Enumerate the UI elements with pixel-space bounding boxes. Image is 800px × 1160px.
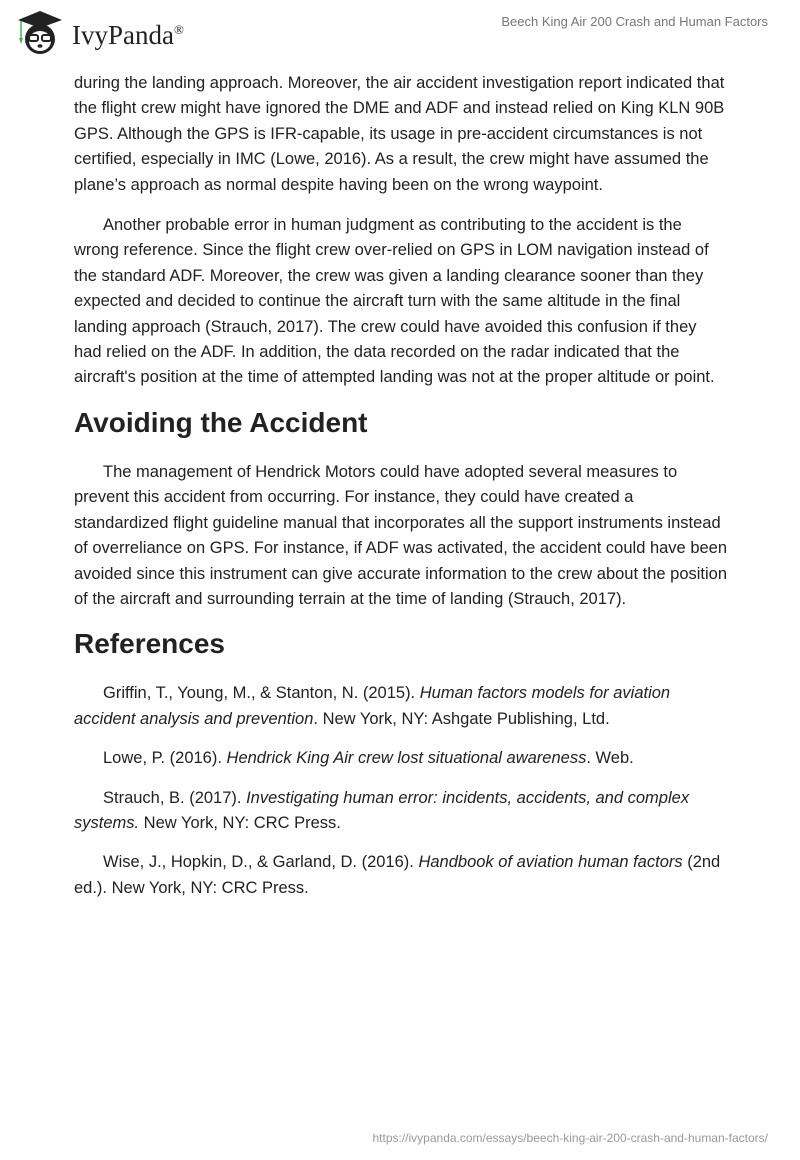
reference-publisher: . New York, NY: Ashgate Publishing, Ltd. xyxy=(313,709,610,728)
reference-publisher: New York, NY: CRC Press. xyxy=(139,813,341,832)
reference-item xyxy=(74,746,728,771)
reference-authors: Griffin, T., Young, M., & Stanton, N. (2015). xyxy=(103,684,420,703)
footer-url[interactable]: https://ivypanda.com/essays/beech-king-air-200-crash-and-human-factors/ xyxy=(372,1131,768,1145)
ivypanda-logo[interactable] xyxy=(14,8,184,56)
document-body xyxy=(74,71,728,915)
section-heading-references: References xyxy=(74,628,225,660)
reference-authors: Wise, J., Hopkin, D., & Garland, D. (2016). xyxy=(103,853,419,872)
reference-item xyxy=(74,681,728,732)
reference-title: Human factors models for aviation accident analysis and prevention xyxy=(74,684,671,728)
reference-item xyxy=(74,850,728,901)
reference-title: Hendrick King Air crew lost situational awareness xyxy=(226,749,587,768)
page-header xyxy=(0,0,800,60)
body-paragraph: Another probable error in human judgment as contributing to the accident is the wrong reference. Since the flight crew over-relied on GPS in LOM navigation instead of the standard ADF. Moreover, the crew was given a landing clearance sooner than they expected and decided to continue the aircraft turn with the same altitude in the final landing approach (Strauch, 2017). The crew could have avoided this confusion if they had relied on the ADF. In addition, the data recorded on the radar indicated that the aircraft's position at the time of attempted landing was not at the proper altitude or point. xyxy=(74,216,715,387)
reference-title: Investigating human error: incidents, accidents, and complex systems. xyxy=(74,788,690,832)
logo-text: IvyPanda xyxy=(72,19,174,50)
reference-item xyxy=(74,786,728,837)
reference-publisher: . Web. xyxy=(586,749,634,768)
registered-mark: ® xyxy=(173,21,184,37)
reference-authors: Lowe, P. (2016). xyxy=(103,749,227,768)
reference-publisher: (2nd ed.). New York, NY: CRC Press. xyxy=(74,853,721,897)
section-heading-avoiding: Avoiding the Accident xyxy=(74,406,368,438)
panda-graduate-icon xyxy=(14,8,66,56)
body-paragraph: during the landing approach. Moreover, the air accident investigation report indicated that the flight crew might have ignored the DME and ADF and instead relied on King KLN 90B GPS. Although the GPS is IFR-capable, its usage in pre-accident circumstances is not certified, especially in IMC (Lowe, 2016). As a result, the crew might have assumed the plane’s approach as normal despite having been on the wrong waypoint. xyxy=(74,74,725,194)
body-paragraph: The management of Hendrick Motors could have adopted several measures to prevent this accident from occurring. For instance, they could have created a standardized flight guideline manual that incorporates all the support instruments instead of overreliance on GPS. For instance, if ADF was activated, the accident could have been avoided since this instrument can give accurate information to the crew about the position of the aircraft and surrounding terrain at the time of landing (Strauch, 2017). xyxy=(74,462,728,608)
document-title: Beech King Air 200 Crash and Human Factors xyxy=(501,14,768,29)
reference-title: Handbook of aviation human factors xyxy=(418,853,683,872)
reference-authors: Strauch, B. (2017). xyxy=(103,788,247,807)
